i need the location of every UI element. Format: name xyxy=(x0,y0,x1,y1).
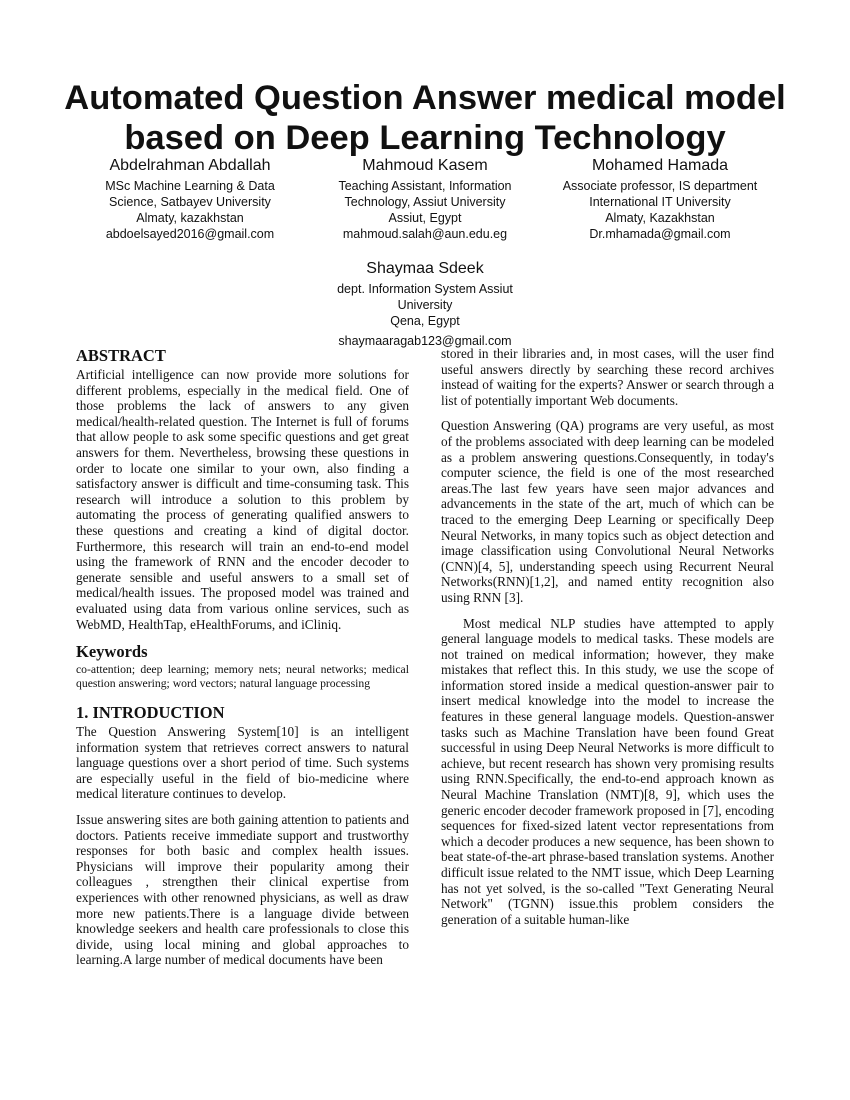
author-block-1 xyxy=(70,156,310,242)
keywords-heading: Keywords xyxy=(76,642,148,662)
author-affiliation: Science, Satbayev University xyxy=(109,195,271,209)
author-name: Abdelrahman Abdallah xyxy=(109,157,271,174)
author-block-3 xyxy=(540,156,780,242)
author-location: Qena, Egypt xyxy=(390,314,460,328)
abstract-heading: ABSTRACT xyxy=(76,346,166,365)
body-paragraph: Question Answering (QA) programs are very useful, as most of the problems associated with deep learning can be modeled as a problem answering questions.Consequently, in today's computer science, the field is one of the most researched areas.The last few years have seen major advances and advancements in the state of the art, much of which can be traced to the emerging Deep Learning or specifically Deep Neural Networks, in many topics such as object detection and image classification using Convolutional Neural Networks (CNN)[4, 5], understanding speech using Recurrent Neural Networks(RNN)[1,2], and named entity recognition also using RNN [3]. xyxy=(441,418,774,605)
author-affiliation: Associate professor, IS department xyxy=(562,179,758,193)
keywords-text: co-attention; deep learning; memory nets; neural networks; medical question answering; word vectors; natural language processing xyxy=(76,663,409,691)
right-column xyxy=(441,346,774,937)
author-location: Almaty, kazakhstan xyxy=(136,211,244,225)
author-name: Mahmoud Kasem xyxy=(362,157,488,174)
author-affiliation: dept. Information System Assiut xyxy=(337,282,513,296)
title-line-1: Automated Question Answer medical model xyxy=(64,79,786,117)
author-block-2 xyxy=(305,156,545,242)
author-affiliation: University xyxy=(397,298,453,312)
left-column xyxy=(76,346,409,978)
author-affiliation: Teaching Assistant, Information xyxy=(338,179,512,193)
title-line-2: based on Deep Learning Technology xyxy=(124,119,726,157)
introduction-heading: 1. INTRODUCTION xyxy=(76,703,225,723)
author-email: mahmoud.salah@aun.edu.eg xyxy=(342,227,508,241)
author-block-4 xyxy=(305,259,545,349)
author-location: Almaty, Kazakhstan xyxy=(605,211,715,225)
introduction-paragraph: Issue answering sites are both gaining attention to patients and doctors. Patients receive immediate support and trustworthy responses for both basic and complex health issues. Physicians will improve their popularity among their colleagues , strengthen their clinical expertise from experiences with other renowned physicians, as well as draw more new patients.There is a language divide between knowledge seekers and health care professionals to close this divide, using local mining and global approaches to learning.A large number of medical documents have been xyxy=(76,812,409,968)
abstract-text: Artificial intelligence can now provide more solutions for different problems, especially in the medical field. One of those problems the lack of answers to any given medical/health-related question. The Internet is full of forums that allow people to ask some specific questions and get great answers for them. Nevertheless, browsing these questions in order to locate one similar to your own, also finding a satisfactory answer is difficult and time-consuming task. This research will introduce a solution to this problem by automating the process of generating qualified answers to these questions and creating a kind of digital doctor. Furthermore, this research will train an end-to-end model using the framework of RNN and the encoder decoder to generate sensible and useful answers to a small set of medical/health issues. The proposed model was trained and evaluated using data from various online services, such as WebMD, HealthTap, eHealthForums, and iCliniq. xyxy=(76,367,409,632)
author-email: shaymaaragab123@gmail.com xyxy=(338,334,512,348)
body-paragraph: stored in their libraries and, in most cases, will the user find useful answers directly by searching these record archives instead of waiting for the experts? Answer or search through a list of potentially important Web documents. xyxy=(441,346,774,408)
author-email: abdoelsayed2016@gmail.com xyxy=(105,227,275,241)
introduction-paragraph: The Question Answering System[10] is an intelligent information system that retrieves correct answers to natural language questions over a short period of time. Such systems are especially useful in the field of bio-medicine where medical literature continues to develop. xyxy=(76,724,409,802)
paper-title xyxy=(40,78,810,158)
author-affiliation: International IT University xyxy=(589,195,731,209)
author-affiliation: Technology, Assiut University xyxy=(344,195,506,209)
body-paragraph: Most medical NLP studies have attempted to apply general language models to medical tasks. These models are not trained on medical information; however, they make mistakes that reflect this. In this study, we use the scope of information stored inside a medical question-answer pair to insert medical knowledge into the model to increase the features in these general language models. Question-answer tasks such as Machine Translation have been found Great successful in using Deep Neural Networks is more difficult to achieve, but recent research has shown very promising results using RNN.Specifically, the end-to-end approach known as Neural Machine Translation (NMT)[8, 9], which uses the generic encoder decoder framework proposed in [7], encoding sequences for fixed-sized latent vector representations from which a decoder produces a new sequence, has been shown to beat state-of-the-art phrase-based translation systems. Another difficult issue related to the NMT issue, which Deep Learning has not yet solved, is the so-called "Text Generating Neural Network" (TGNN) issue.this problem considers the generation of a suitable human-like xyxy=(441,615,774,927)
author-affiliation: MSc Machine Learning & Data xyxy=(105,179,275,193)
author-email: Dr.mhamada@gmail.com xyxy=(589,227,731,241)
author-location: Assiut, Egypt xyxy=(388,211,462,225)
author-name: Mohamed Hamada xyxy=(591,157,729,174)
author-name: Shaymaa Sdeek xyxy=(366,260,484,277)
